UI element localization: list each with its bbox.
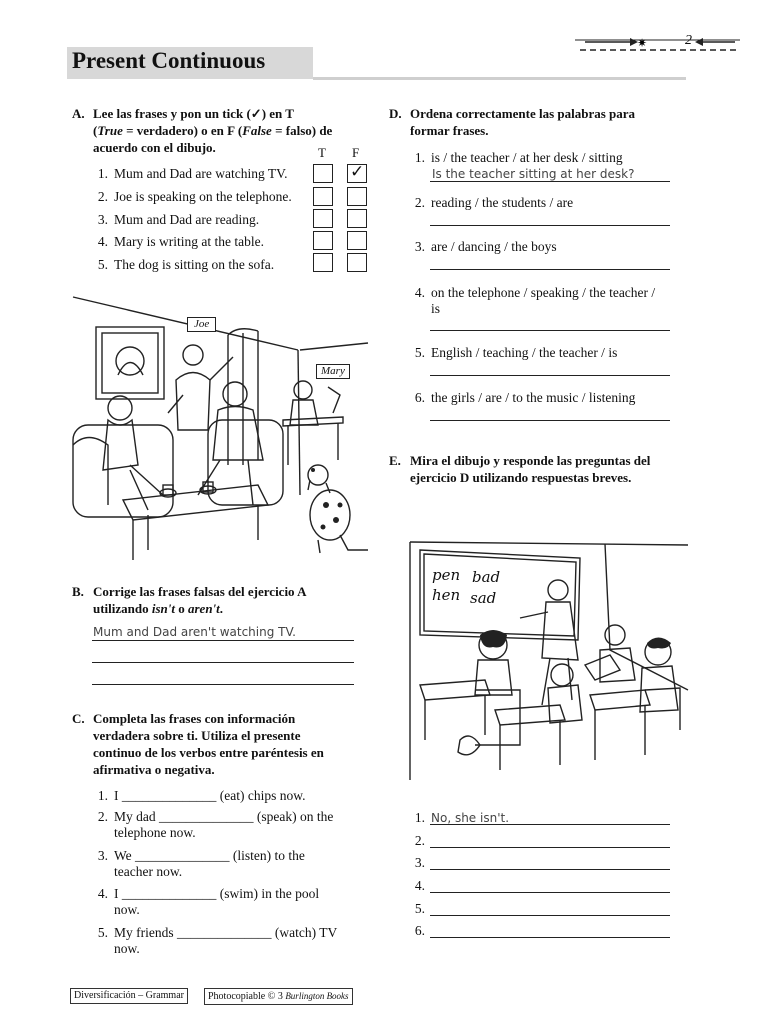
checkbox-t-4[interactable] [313, 231, 333, 250]
page-number: 2 [685, 33, 692, 48]
list-item: 1. Mum and Dad are watching TV. [97, 166, 288, 181]
list-item: 5. English / teaching / the teacher / is [414, 345, 618, 360]
section-e-instruction [389, 452, 710, 486]
living-room-illustration [68, 295, 378, 555]
answer-line[interactable] [92, 684, 354, 685]
instruction-line: verdadera sobre ti. Utiliza el presente [93, 728, 301, 743]
check-mark-icon: ✓ [350, 162, 365, 182]
svg-text:✷: ✷ [637, 36, 648, 50]
checkbox-f-2[interactable] [347, 187, 367, 206]
answer-line[interactable] [430, 847, 670, 848]
label-joe: Joe [187, 317, 216, 332]
answer-line[interactable] [430, 420, 670, 421]
answer-line[interactable] [430, 225, 670, 226]
list-item: 3. are / dancing / the boys [414, 239, 557, 254]
list-item: 3. We ______________ (listen) to the teacher now. [97, 848, 305, 879]
instruction-line: Lee las frases y pon un tick (✓) en T [93, 106, 294, 121]
checkbox-f-5[interactable] [347, 253, 367, 272]
list-item: 5. My friends ______________ (watch) TV now. [97, 925, 338, 956]
column-f-label: F [352, 145, 360, 160]
list-item: 1. I ______________ (eat) chips now. [97, 788, 306, 803]
footer-right-label: Photocopiable © 3 Burlington Books [204, 988, 353, 1005]
column-t-label: T [318, 145, 326, 160]
list-item: 6. the girls / are / to the music / listening [414, 390, 636, 405]
answer-line[interactable] [430, 375, 670, 376]
checkbox-f-3[interactable] [347, 209, 367, 228]
checkbox-f-1[interactable] [347, 164, 367, 183]
instruction-line: continuo de los verbos entre paréntesis en [93, 745, 324, 760]
list-item: 3. Mum and Dad are reading. [97, 212, 260, 227]
instruction-line: utilizando isn't o aren't. [93, 601, 224, 616]
list-item: 5. The dog is sitting on the sofa. [97, 257, 275, 272]
board-word-bad: bad [472, 568, 501, 586]
section-b-instruction [72, 583, 373, 617]
section-d-letter: D. [389, 106, 402, 121]
board-word-pen: pen [432, 566, 461, 584]
footer-left-label: Diversificación – Grammar [70, 988, 188, 1004]
instruction-line: acuerdo con el dibujo. [93, 140, 216, 155]
answer-line[interactable] [430, 915, 670, 916]
checkbox-t-2[interactable] [313, 187, 333, 206]
section-c-letter: C. [72, 711, 85, 726]
section-e-letter: E. [389, 453, 401, 468]
checkbox-t-3[interactable] [313, 209, 333, 228]
list-item: 1. No, she isn't. [414, 810, 510, 825]
answer-line[interactable] [430, 892, 670, 893]
answer-line[interactable] [92, 662, 354, 663]
label-mary: Mary [316, 364, 350, 379]
list-item: 4. on the telephone / speaking / the teacher / is [414, 285, 656, 316]
checkbox-f-4[interactable] [347, 231, 367, 250]
example-answer-d: Is the teacher sitting at her desk? [432, 167, 635, 181]
section-d-instruction [389, 105, 710, 139]
instruction-line: ejercicio D utilizando respuestas breves. [410, 470, 632, 485]
answer-line[interactable] [430, 330, 670, 331]
answer-line[interactable] [430, 269, 670, 270]
list-item: 2. Joe is speaking on the telephone. [97, 189, 292, 204]
header-rule [313, 77, 686, 80]
list-item: 1. is / the teacher / at her desk / sitting [414, 150, 623, 165]
page-ornament [575, 34, 745, 52]
section-b-letter: B. [72, 584, 84, 599]
instruction-line: Corrige las frases falsas del ejercicio A [93, 584, 307, 599]
answer-line[interactable] [430, 824, 670, 825]
instruction-line: Completa las frases con información [93, 711, 296, 726]
instruction-line: Ordena correctamente las palabras para [410, 106, 636, 121]
instruction-line: formar frases. [410, 123, 489, 138]
answer-line[interactable] [430, 869, 670, 870]
instruction-line: Mira el dibujo y responde las preguntas del [410, 453, 651, 468]
answer-line[interactable] [430, 181, 670, 182]
example-answer-b: Mum and Dad aren't watching TV. [93, 625, 296, 639]
board-word-sad: sad [470, 589, 497, 607]
instruction-line: afirmativa o negativa. [93, 762, 215, 777]
answer-line[interactable] [430, 937, 670, 938]
board-word-hen: hen [432, 586, 461, 604]
list-item: 4. Mary is writing at the table. [97, 234, 264, 249]
checkbox-t-1[interactable] [313, 164, 333, 183]
instruction-line: (True = verdadero) o en F (False = falso) de [93, 123, 333, 138]
page-title: Present Continuous [72, 48, 266, 73]
list-item: 2. My dad ______________ (speak) on the telephone now. [97, 809, 334, 840]
list-item: 4. I ______________ (swim) in the pool now. [97, 886, 320, 917]
section-c-instruction [72, 710, 373, 778]
section-a-letter: A. [72, 106, 85, 121]
checkbox-t-5[interactable] [313, 253, 333, 272]
section-a-instruction [72, 105, 373, 156]
list-item: 2. reading / the students / are [414, 195, 574, 210]
answer-line[interactable] [92, 640, 354, 641]
